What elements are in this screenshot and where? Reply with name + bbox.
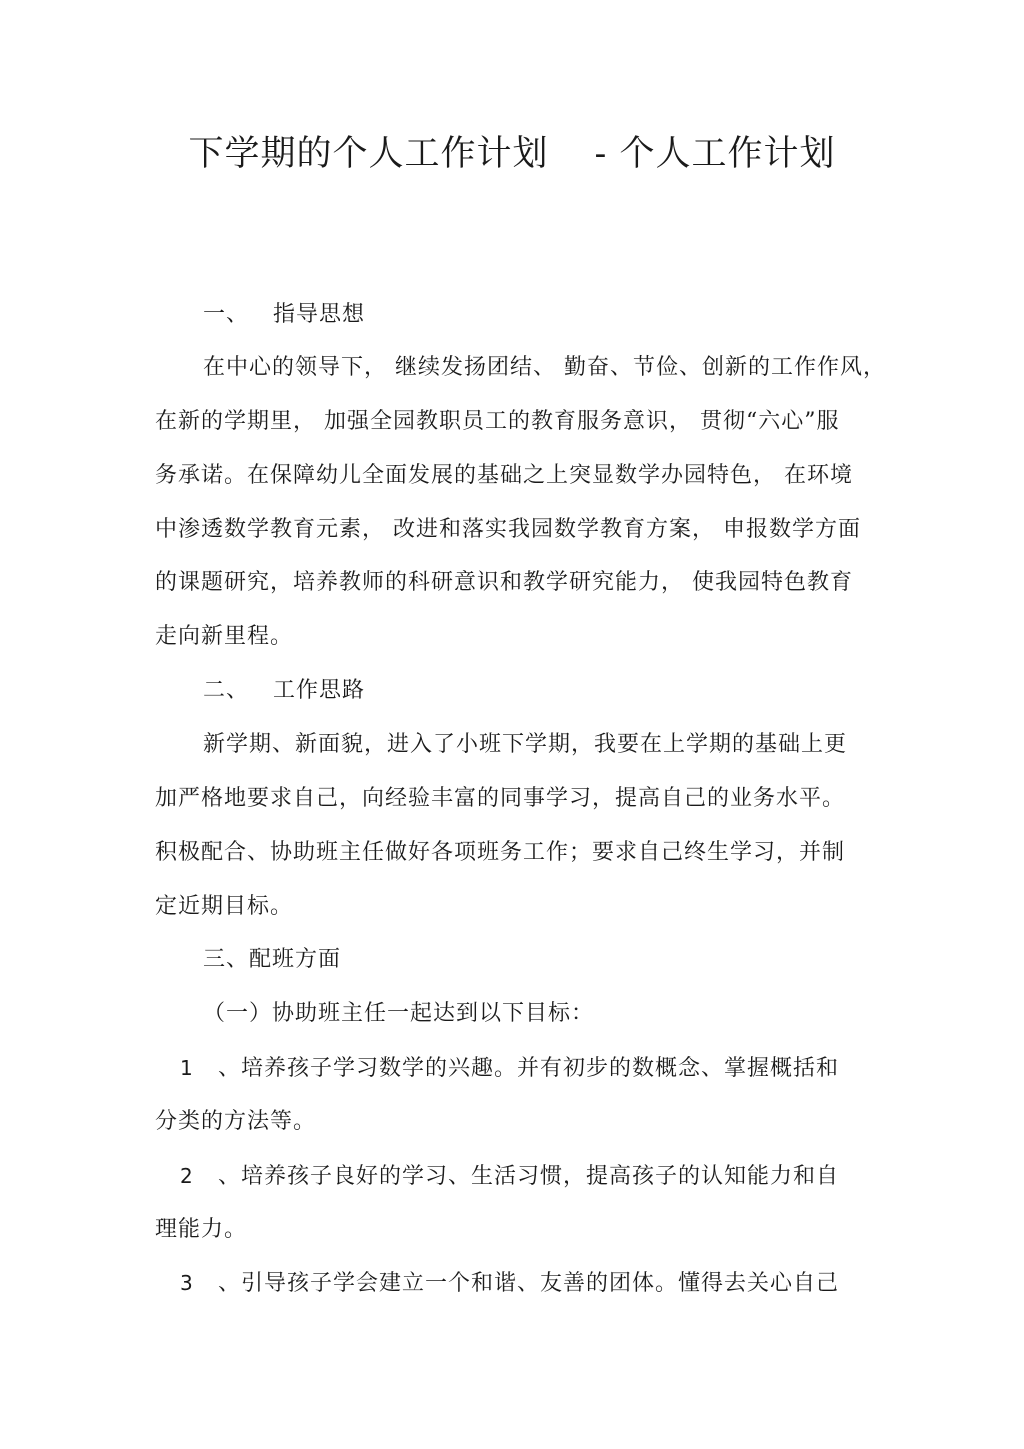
list-item-continuation: 分类的方法等。 [155, 1109, 317, 1134]
paragraph-line: 新学期、新面貌，进入了小班下学期，我要在上学期的基础上更 [203, 732, 848, 757]
list-item-number: 2 [180, 1164, 194, 1188]
paragraph-line: 中渗透数学教育元素， 改进和落实我园数学教育方案， 申报数学方面 [155, 517, 861, 542]
list-item-text: 、引导孩子学会建立一个和谐、友善的团体。懂得去关心自己 [218, 1271, 840, 1296]
paragraph-line: 走向新里程。 [155, 624, 294, 649]
paragraph-line: 在中心的领导下， 继续发扬团结、 勤奋、节俭、创新的工作作风， [203, 355, 886, 380]
list-item-text: 、培养孩子良好的学习、生活习惯，提高孩子的认知能力和自 [218, 1164, 840, 1189]
section1-title: 指导思想 [273, 302, 366, 327]
list-item-number: 1 [180, 1056, 194, 1080]
paragraph-line: 在新的学期里， 加强全园教职员工的教育服务意识， 贯彻“六心”服 [155, 409, 840, 434]
paragraph-line: 务承诺。在保障幼儿全面发展的基础之上突显数学办园特色， 在环境 [155, 463, 853, 488]
document-title [0, 128, 1024, 180]
paragraph-line: 的课题研究，培养教师的科研意识和教学研究能力， 使我园特色教育 [155, 570, 853, 595]
section2-title: 工作思路 [273, 678, 366, 703]
section2-number: 二、 [203, 678, 250, 703]
section2-heading [203, 674, 365, 708]
list-item [180, 1159, 839, 1194]
list-item-text: 、培养孩子学习数学的兴趣。并有初步的数概念、掌握概括和 [218, 1056, 840, 1081]
list-item-continuation: 理能力。 [155, 1217, 248, 1242]
list-item [180, 1051, 839, 1086]
list-item [180, 1266, 839, 1301]
section3-heading: 三、配班方面 [203, 947, 342, 972]
title-main: 下学期的个人工作计划 [188, 134, 549, 174]
paragraph-line: 加严格地要求自己，向经验丰富的同事学习，提高自己的业务水平。 [155, 786, 846, 811]
list-item-number: 3 [180, 1271, 194, 1295]
section1-number: 一、 [203, 302, 250, 327]
title-suffix: - 个人工作计划 [594, 134, 836, 174]
section1-heading [203, 298, 365, 332]
paragraph-line: 定近期目标。 [155, 894, 294, 919]
section3-subheading: （一）协助班主任一起达到以下目标： [203, 1001, 595, 1026]
paragraph-line: 积极配合、协助班主任做好各项班务工作；要求自己终生学习，并制 [155, 840, 846, 865]
